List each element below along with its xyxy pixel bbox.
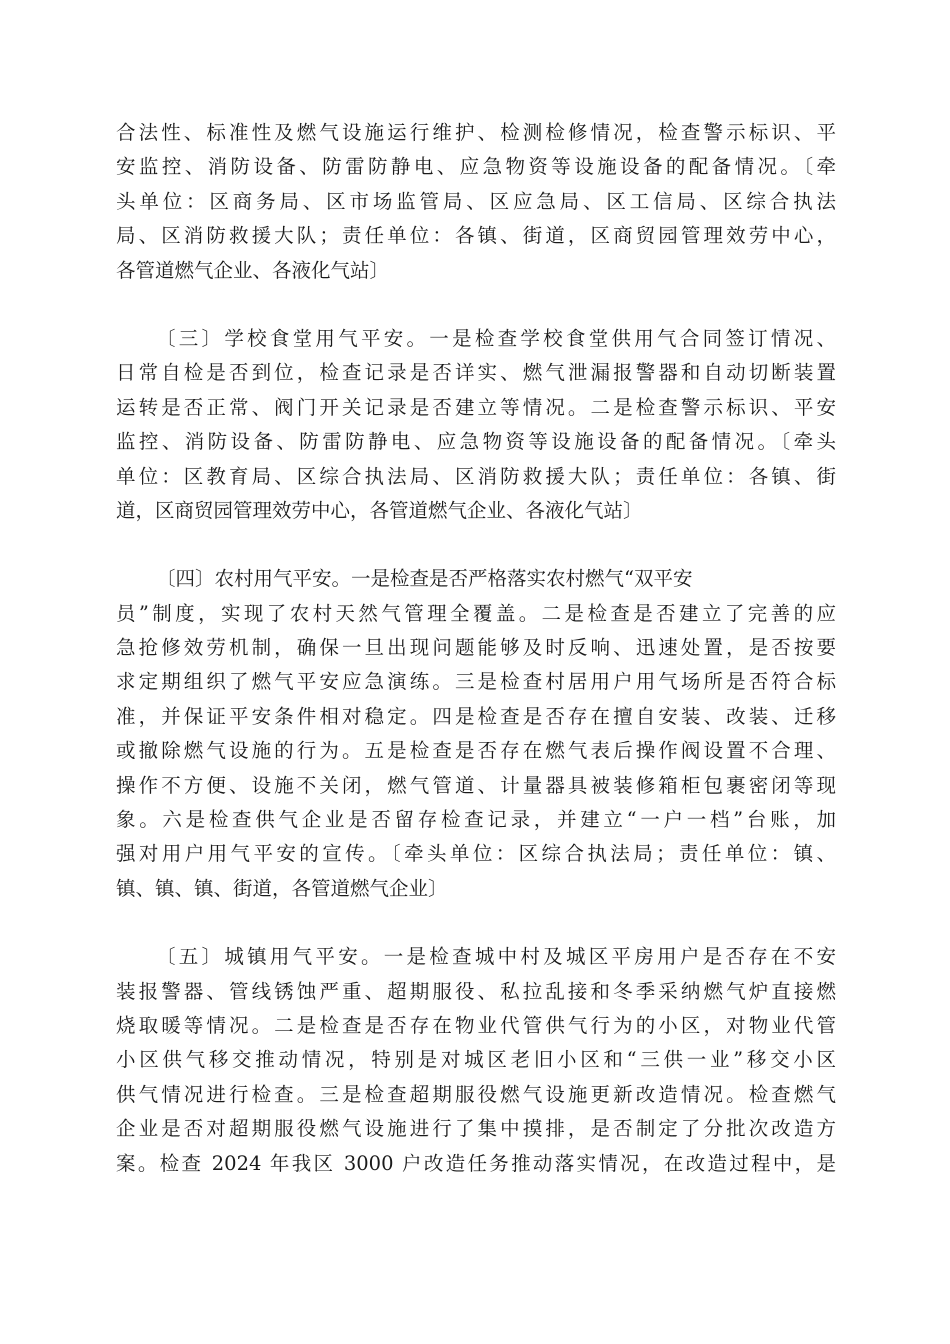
text-line: 镇、镇、镇、街道，各管道燃气企业〕 [116, 876, 448, 900]
text-line: 日常自检是否到位，检查记录是否详实、燃气泄漏报警器和自动切断装置 [116, 361, 836, 385]
text-line: 各管道燃气企业、各液化气站〕 [116, 258, 390, 282]
text-line: 小区供气移交推动情况，特别是对城区老旧小区和“三供一业”移交小区 [116, 1048, 836, 1072]
text-line: 案。检查 2024 年我区 3000 户改造任务推动落实情况，在改造过程中，是 [116, 1151, 836, 1175]
paragraph-continuation [116, 116, 836, 288]
text-line: 监控、消防设备、防雷防静电、应急物资等设施设备的配备情况。〔牵头 [116, 430, 836, 454]
text-line: 局、区消防救援大队；责任单位：各镇、街道，区商贸园管理效劳中心， [116, 224, 836, 248]
text-line: 急抢修效劳机制，确保一旦出现问题能够及时反响、迅速处置，是否按要 [116, 636, 836, 660]
paragraph-gap [116, 288, 836, 322]
text-line: 合法性、标准性及燃气设施运行维护、检测检修情况，检查警示标识、平 [116, 121, 836, 144]
paragraph-rural-gas [116, 562, 836, 906]
document-body [116, 116, 836, 1181]
paragraph-gap [116, 906, 836, 940]
text-line: 求定期组织了燃气平安应急演练。三是检查村居用户用气场所是否符合标 [116, 670, 836, 694]
text-line: 操作不方便、设施不关闭，燃气管道、计量器具被装修箱柜包裹密闭等现 [116, 773, 836, 797]
text-line: 供气情况进行检查。三是检查超期服役燃气设施更新改造情况。检查燃气 [116, 1082, 836, 1106]
text-line: 企业是否对超期服役燃气设施进行了集中摸排，是否制定了分批次改造方 [116, 1117, 836, 1141]
text-line: 单位：区教育局、区综合执法局、区消防救援大队；责任单位：各镇、街 [116, 464, 836, 488]
paragraph-school-canteen [116, 322, 836, 528]
text-line: 烧取暖等情况。二是检查是否存在物业代管供气行为的小区，对物业代管 [116, 1013, 836, 1037]
text-line: 〔五〕城镇用气平安。一是检查城中村及城区平房用户是否存在不安 [156, 945, 836, 969]
text-line: 装报警器、管线锈蚀严重、超期服役、私拉乱接和冬季采纳燃气炉直接燃 [116, 979, 836, 1003]
text-line: 头单位：区商务局、区市场监管局、区应急局、区工信局、区综合执法 [116, 189, 836, 213]
text-line: 运转是否正常、阀门开关记录是否建立等情况。二是检查警示标识、平安 [116, 395, 836, 419]
text-line: 象。六是检查供气企业是否留存检查记录，并建立“一户一档”台账，加 [116, 808, 836, 832]
text-line: 强对用户用气平安的宣传。〔牵头单位：区综合执法局；责任单位：镇、 [116, 842, 836, 866]
text-line: 员”制度，实现了农村天然气管理全覆盖。二是检查是否建立了完善的应 [116, 601, 836, 625]
paragraph-gap [116, 528, 836, 562]
text-line: 道，区商贸园管理效劳中心，各管道燃气企业、各液化气站〕 [116, 498, 643, 522]
text-line: 准，并保证平安条件相对稳定。四是检查是否存在擅自安装、改装、迁移 [116, 704, 836, 728]
text-line: 安监控、消防设备、防雷防静电、应急物资等设施设备的配备情况。〔牵 [116, 155, 836, 179]
text-line: 〔四〕农村用气平安。一是检查是否严格落实农村燃气“双平安 [156, 567, 693, 591]
text-line: 〔三〕学校食堂用气平安。一是检查学校食堂供用气合同签订情况、 [156, 326, 836, 350]
text-line: 或撤除燃气设施的行为。五是检查是否存在燃气表后操作阀设置不合理、 [116, 739, 836, 763]
paragraph-urban-gas [116, 940, 836, 1181]
